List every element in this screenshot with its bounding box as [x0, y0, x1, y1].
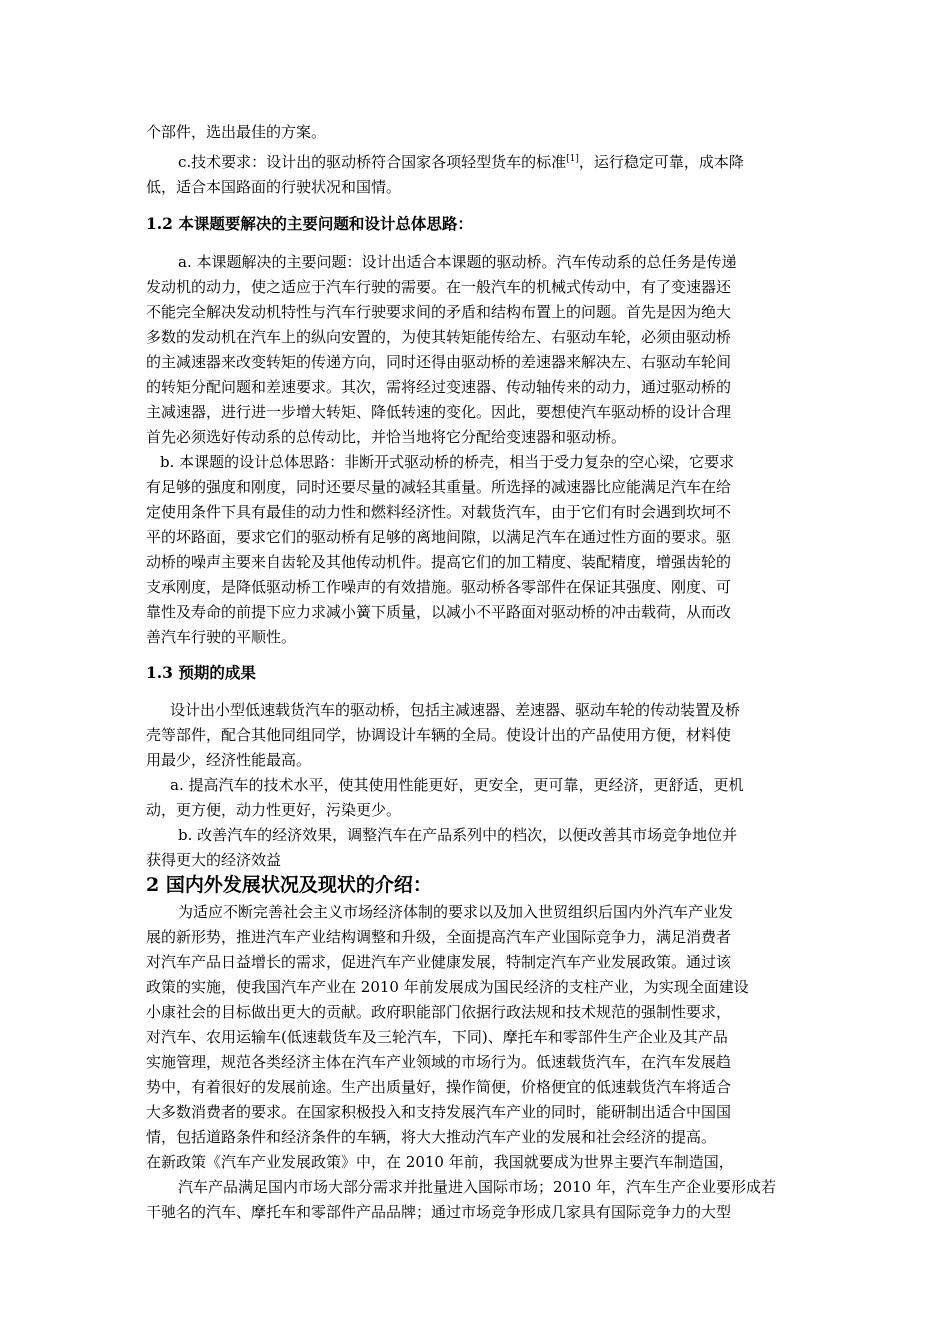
- text-line: 的转矩分配问题和差速要求。其次，需将经过变速器、传动轴传来的动力，通过驱动桥的: [146, 378, 732, 396]
- text-line: 用最少，经济性能最高。: [146, 751, 312, 769]
- section-heading-2: 2 国内外发展状况及现状的介绍：: [146, 874, 432, 896]
- text-line: 政策的实施，使我国汽车产业在 2010 年前发展成为国民经济的支柱产业，为实现全面建设: [146, 978, 749, 996]
- text-line: 大多数消费者的要求。在国家积极投入和支持发展汽车产业的同时，能研制出适合中国国: [146, 1103, 732, 1121]
- citation-marker: [1]: [566, 154, 579, 164]
- text-line: 设计出小型低速载货汽车的驱动桥，包括主减速器、差速器、驱动车轮的传动装置及桥: [170, 701, 741, 719]
- text-line: 动桥的噪声主要来自齿轮及其他传动机件。提高它们的加工精度、装配精度，增强齿轮的: [146, 553, 732, 571]
- text-line: 对汽车、农用运输车(低速载货车及三轮汽车，下同)、摩托车和零部件生产企业及其产品: [146, 1028, 728, 1046]
- text-line: 情，包括道路条件和经济条件的车辆，将大大推动汽车产业的发展和社会经济的提高。: [146, 1128, 717, 1146]
- section-heading-1-3: 1.3 预期的成果: [146, 663, 256, 682]
- text-line: 小康社会的目标做出更大的贡献。政府职能部门依据行政法规和技术规范的强制性要求，: [146, 1003, 732, 1021]
- text-line: a. 本课题解决的主要问题：设计出适合本课题的驱动桥。汽车传动系的总任务是传递: [178, 253, 737, 271]
- text-line: 个部件，选出最佳的方案。: [146, 123, 327, 141]
- text-line: b. 本课题的设计总体思路：非断开式驱动桥的桥壳，相当于受力复杂的空心梁，它要求: [160, 453, 735, 471]
- text-line: 动，更方便，动力性更好，污染更少。: [146, 801, 402, 819]
- text-line: c.技术要求：设计出的驱动桥符合国家各项轻型货车的标准[1]，运行稳定可靠，成本降: [178, 153, 744, 171]
- text-line: 壳等部件，配合其他同组同学，协调设计车辆的全局。使设计出的产品使用方便，材料使: [146, 726, 732, 744]
- text-line: 对汽车产品日益增长的需求，促进汽车产业健康发展，特制定汽车产业发展政策。通过该: [146, 953, 732, 971]
- text-line: 靠性及寿命的前提下应力求减小簧下质量，以减小不平路面对驱动桥的冲击载荷，从而改: [146, 603, 732, 621]
- text-line: 首先必须选好传动系的总传动比，并恰当地将它分配给变速器和驱动桥。: [146, 428, 627, 446]
- text-line: 发动机的动力，使之适应于汽车行驶的需要。在一般汽车的机械式传动中，有了变速器还: [146, 278, 732, 296]
- text-line: 主减速器，进行进一步增大转矩、降低转速的变化。因此，要想使汽车驱动桥的设计合理: [146, 403, 732, 421]
- text-line: 多数的发动机在汽车上的纵向安置的，为使其转矩能传给左、右驱动车轮，必须由驱动桥: [146, 328, 732, 346]
- text-line: 不能完全解决发动机特性与汽车行驶要求间的矛盾和结构布置上的问题。首先是因为绝大: [146, 303, 732, 321]
- text-line: 的主减速器来改变转矩的传递方向，同时还得由驱动桥的差速器来解决左、右驱动车轮间: [146, 353, 732, 371]
- text-line: 定使用条件下具有最佳的动力性和燃料经济性。对载货汽车，由于它们有时会遇到坎坷不: [146, 503, 732, 521]
- text-line: 获得更大的经济效益: [146, 851, 282, 869]
- text-line: 在新政策《汽车产业发展政策》中，在 2010 年前，我国就要成为世界主要汽车制造国，: [146, 1153, 734, 1171]
- text-line: 干驰名的汽车、摩托车和零部件产品品牌；通过市场竞争形成几家具有国际竞争力的大型: [146, 1203, 732, 1221]
- text-line: 为适应不断完善社会主义市场经济体制的要求以及加入世贸组织后国内外汽车产业发: [178, 903, 734, 921]
- text-line: 有足够的强度和刚度，同时还要尽量的减轻其重量。所选择的减速器比应能满足汽车在给: [146, 478, 732, 496]
- text-line: 低，适合本国路面的行驶状况和国情。: [146, 178, 402, 196]
- text-line: 展的新形势，推进汽车产业结构调整和升级，全面提高汽车产业国际竞争力，满足消费者: [146, 928, 732, 946]
- text-line: 支承刚度，是降低驱动桥工作噪声的有效措施。驱动桥各零部件在保证其强度、刚度、可: [146, 578, 732, 596]
- text-line: b. 改善汽车的经济效果，调整汽车在产品系列中的档次，以便改善其市场竞争地位并: [178, 826, 738, 844]
- section-heading-1-2: 1.2 本课题要解决的主要问题和设计总体思路：: [146, 214, 473, 233]
- text-line: 势中，有着很好的发展前途。生产出质量好，操作简便，价格便宜的低速载货汽车将适合: [146, 1078, 732, 1096]
- text-line: a. 提高汽车的技术水平，使其使用性能更好，更安全，更可靠，更经济，更舒适，更机: [170, 776, 744, 794]
- text-line: 善汽车行驶的平顺性。: [146, 628, 297, 646]
- text-line: 汽车产品满足国内市场大部分需求并批量进入国际市场；2010 年，汽车生产企业要形成若: [178, 1178, 776, 1196]
- text-line: 实施管理，规范各类经济主体在汽车产业领域的市场行为。低速载货汽车，在汽车发展趋: [146, 1053, 732, 1071]
- text-line: 平的坏路面，要求它们的驱动桥有足够的离地间隙，以满足汽车在通过性方面的要求。驱: [146, 528, 732, 546]
